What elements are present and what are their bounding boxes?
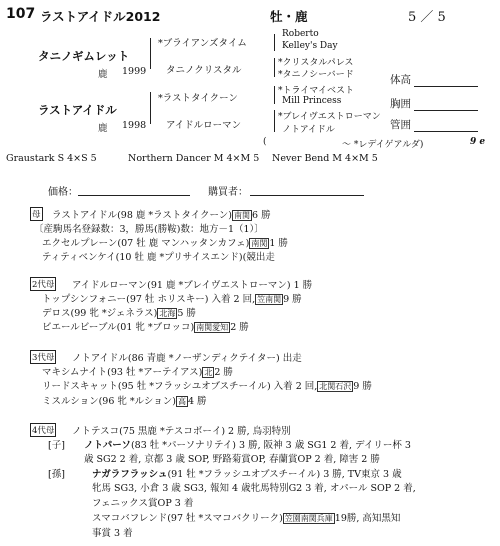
height-field[interactable] [414,86,478,87]
buyer-label: 購買者： [208,187,248,198]
list-item [42,291,302,305]
list-item [42,305,196,319]
sex-color: 牡・鹿 [270,9,308,24]
inbreeding-item: Never Bend M 4×M 5 [272,153,378,164]
dam4-child-line2: 歳 SG2 2 着, 京都 3 歳 SOP, 野路菊賞OP, 春蘭賞OP 2 着, 障害 2 勝 [84,454,380,465]
pedigree-bracket [274,110,275,132]
item-badge: 高 [177,397,186,406]
item-tail: 9 勝 [283,294,302,305]
sire-sire-parent: Roberto [282,29,319,39]
list-item [42,235,288,249]
lot-number: 107 [6,6,36,22]
price-field[interactable] [78,195,190,196]
dam-year: 1998 [122,120,147,131]
dam-dam-parent: *ブレイヴエストローマン [278,112,381,122]
dam-head-text: ラストアイドル(98 鹿 *ラストタイクーン) [52,210,233,221]
pedigree-bracket [274,58,275,77]
list-item [42,319,249,333]
item-text: リードスキャット(95 牡 *フラッシユオブスチーイル) 入着 2 回, [42,381,318,392]
item-tail: 4 勝 [187,396,207,407]
dam-name: ラストアイドル [38,103,117,117]
last-tail: 19勝, 高知黒知 [334,513,401,524]
dam-head-badge: 南関 [234,211,251,220]
inbreeding-item: Northern Dancer M 4×M 5 [128,153,260,164]
dam4-child [84,437,411,451]
item-badge: 北 [204,368,213,377]
dam4-head: ノトテスコ(75 黒鹿 *テスコボーイ) 2 勝, 烏羽特別 [72,426,291,437]
sire-name: タニノギムレット [38,49,130,63]
chest-field[interactable] [414,110,478,111]
inbreeding-item: Graustark S 4×S 5 [6,153,97,164]
dam-sire-parent: *トライマイベスト [278,86,355,96]
dam2-tag: 2代母 [30,277,56,291]
dam4-grand-tag: [孫] [48,469,65,480]
date: 5 ／ 5 [408,10,446,25]
buyer-field[interactable] [250,195,364,196]
item-tail: 9 勝 [353,381,372,392]
item-text: ビエールビーブル(01 牝 *ブロッコ) [42,322,195,333]
chest-label: 胸囲 [390,98,411,110]
price-label: 価格： [48,187,78,198]
dam-color: 鹿 [98,123,108,134]
item-text: デロス(99 牝 *ジェネラス) [42,308,158,319]
last-text: スマコバフレンド(97 牡 *スマコバクリーク) [92,513,283,524]
pedigree-bracket [150,38,151,69]
dam4-child-tag: [子] [48,440,65,451]
item-badge: 南関 [251,239,268,248]
sire-dam: タニノクリスタル [166,65,242,76]
item-tail: 1 勝 [269,238,288,249]
item-badge: 笠南関 [257,295,282,304]
height-label: 体高 [390,74,411,86]
dam4-last [92,510,400,524]
item-tail: 5 勝 [177,308,196,319]
dam4-grand [92,466,402,480]
item-tail: (競出走 [242,252,275,263]
sire-color: 鹿 [98,69,108,80]
dam-dam: アイドルローマン [166,120,242,131]
grand-rest: (91 牡 *フラッシユオブスチーイル) 3 勝, TV東京 3 歳 [167,469,402,480]
pedigree-bracket [274,86,275,104]
pedigree-code: 9 e [470,137,486,147]
child-name: ノトパーソ [84,440,131,451]
sire-sire: *ブライアンズタイム [158,38,247,49]
dam4-grand-line3: フェニックス賞OP 3 着 [92,498,194,509]
dam-note: 〔産駒馬名登録数：3，勝馬(勝鞍)数：地方－1（1）〕 [34,224,264,235]
sire-sire-parent: Kelley's Day [282,41,338,51]
item-tail: 2 勝 [230,322,249,333]
sire-dam-parent: *クリスタルパレス [278,58,354,68]
pedigree-extra: ～ *レデイゲアルダ) [342,140,424,150]
pedigree-extra-open: ( [263,137,267,147]
dam4-last-line2: 事賞 3 着 [92,528,133,539]
dam-sire-parent: Mill Princess [282,96,342,106]
dam3-tag: 3代母 [30,350,56,364]
last-badge: 笠園南関兵庫 [284,514,333,523]
dam4-grand-line2: 牝馬 SG3, 小倉 3 歳 SG3, 報知 4 歳牝馬特別G2 3 着, オパール SOP 2 着, [92,483,416,494]
child-rest: (83 牡 *パーソナリテイ) 3 勝, 阪神 3 歳 SG1 2 着, デイリー杯 3 [130,440,411,451]
grand-name: ナガラフラッシュ [92,469,168,480]
item-badge: 北関石沢 [319,382,352,391]
pedigree-bracket [274,34,275,51]
cannon-label: 管囲 [390,119,411,131]
dam-head [52,207,271,221]
list-item [42,378,372,392]
item-text: マキシムナイト(93 牡 *アーテイアス) [42,367,203,378]
item-tail: 2 勝 [214,367,233,378]
dam-head-tail: 6 勝 [252,210,271,221]
item-badge: 南関愛知 [196,323,229,332]
item-text: ティティベンケイ(10 牡 鹿 *プリサイスエンド) [42,252,243,263]
item-text: トップシンフォニー(97 牡 ホリスキー) 入着 2 回, [42,294,256,305]
list-item [42,249,275,263]
sire-dam-parent: *タニノシーバード [278,70,354,80]
cannon-field[interactable] [414,131,478,132]
dam4-tag: 4代母 [30,423,56,437]
dam-sire: *ラストタイクーン [158,93,238,104]
list-item [42,393,207,407]
list-item [42,364,233,378]
horse-title: ラストアイドル2012 [40,9,161,24]
pedigree-bracket [150,92,151,124]
item-text: エクセルプレーン(07 牡 鹿 マンハッタンカフェ) [42,238,250,249]
dam2-head: アイドルローマン(91 鹿 *ブレイヴエストローマン) 1 勝 [72,280,313,291]
item-text: ミスルション(96 牝 *ルション) [42,396,176,407]
sire-year: 1999 [122,66,147,77]
dam3-head: ノトアイドル(86 青鹿 *ノーザンディクテイター) 出走 [72,353,302,364]
dam-dam-parent: ノトアイドル [282,125,335,135]
dam-tag: 母 [30,207,43,221]
item-badge: 北海 [159,309,176,318]
